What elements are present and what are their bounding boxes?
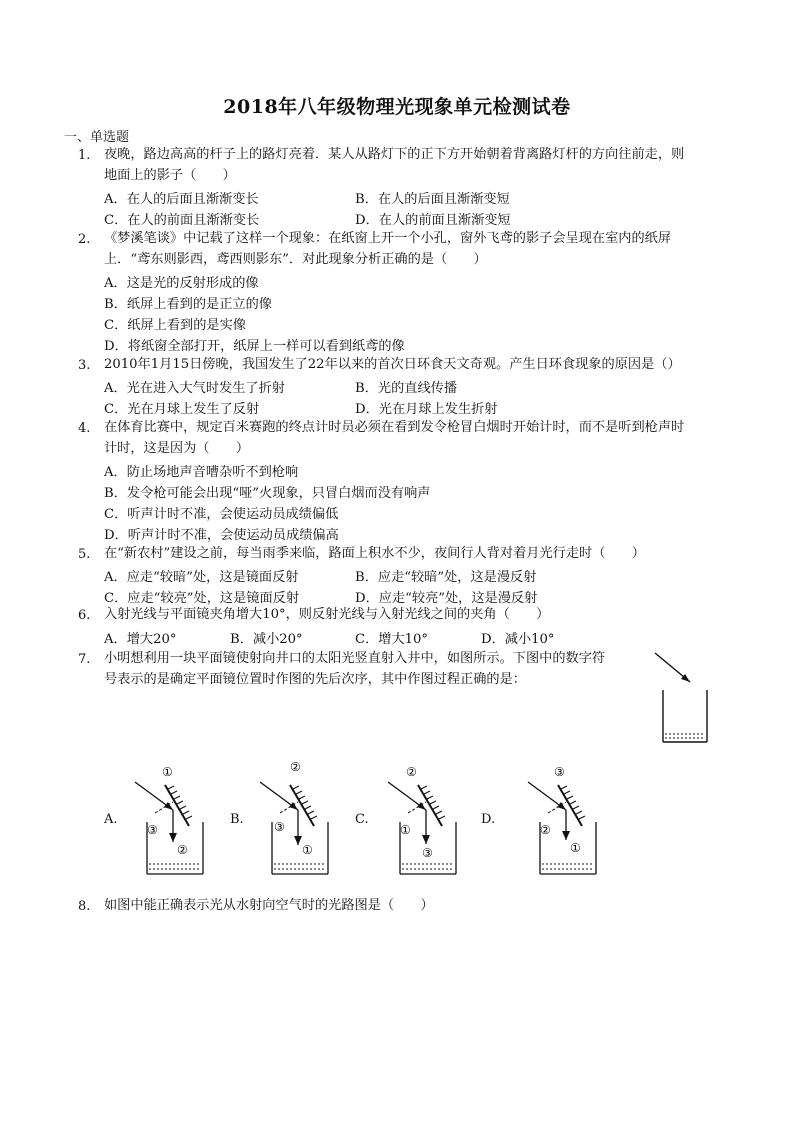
question-text: 小明想利用一块平面镜使射向井口的太阳光竖直射入井中，如图所示。下图中的数字符 (104, 651, 606, 666)
option-c: C．纸屏上看到的是实像 (104, 318, 246, 333)
option-d: D．光在月球上发生折射 (355, 402, 498, 417)
question-number: 3. (78, 358, 91, 373)
diagram-d-mark-left: ② (540, 823, 551, 837)
diagram-b (250, 755, 345, 884)
question-number: 2. (78, 232, 91, 247)
option-a: A．防止场地声音嘈杂听不到枪响 (104, 465, 299, 480)
diagram-d-mark-bottom: ① (570, 841, 581, 855)
page-title: 2018年八年级物理光现象单元检测试卷 (223, 96, 571, 118)
question-text: 在体育比赛中，规定百米赛跑的终点计时员必须在看到发令枪冒白烟时开始计时，而不是听到枪声时 (104, 420, 685, 435)
question-number: 5. (78, 547, 91, 562)
question-number: 4. (78, 421, 91, 436)
option-d: D．减小10° (481, 632, 555, 647)
diagram-b-mark-left: ③ (274, 820, 285, 834)
question-text: 号表示的是确定平面镜位置时作图的先后次序，其中作图过程正确的是： (104, 672, 526, 687)
diagram-a (125, 760, 220, 884)
question-text: 地面上的影子（ ） (104, 168, 236, 183)
diagram-label-a: A. (104, 812, 118, 827)
option-d: D．应走“较亮”处，这是漫反射 (355, 591, 538, 606)
option-c: C．增大10° (355, 632, 429, 647)
diagram-d-mark-top: ③ (554, 765, 565, 779)
diagram-label-d: D. (481, 812, 496, 827)
diagram-b-mark-bottom: ① (302, 843, 313, 857)
question-text: 《梦溪笔谈》中记载了这样一个现象：在纸窗上开一个小孔，窗外飞鸢的影子会呈现在室内的纸屏 (104, 231, 672, 246)
question-text: 上．“鸢东则影西，鸢西则影东”．对此现象分析正确的是（ ） (104, 252, 487, 267)
diagram-a-mark-bottom: ② (177, 843, 188, 857)
option-c: C．光在月球上发生了反射 (104, 402, 260, 417)
question-text: 如图中能正确表示光从水射向空气时的光路图是（ ） (104, 898, 434, 913)
option-b: B．应走“较暗”处，这是漫反射 (355, 570, 537, 585)
option-b: B．在人的后面且渐渐变短 (355, 192, 510, 207)
diagram-a-mark-top: ① (162, 765, 173, 779)
diagram-c (378, 760, 473, 884)
option-a: A．应走“较暗”处，这是镜面反射 (104, 570, 299, 585)
diagram-label-c: C. (355, 812, 369, 827)
question-number: 6. (78, 608, 91, 623)
option-b: B．发令枪可能会出现“哑”火现象，只冒白烟而没有响声 (104, 486, 431, 501)
question-number: 7. (78, 652, 91, 667)
option-a: A．在人的后面且渐渐变长 (104, 192, 259, 207)
option-d: D．听声计时不准，会使运动员成绩偏高 (104, 528, 339, 543)
option-c: C．听声计时不准，会使运动员成绩偏低 (104, 507, 339, 522)
option-a: A．这是光的反射形成的像 (104, 276, 259, 291)
diagram-c-mark-left: ① (400, 823, 411, 837)
question-text: 在“新农村”建设之前，每当雨季来临，路面上积水不少，夜间行人背对着月光行走时（ ） (104, 546, 645, 561)
question-text: 入射光线与平面镜夹角增大10°，则反射光线与入射光线之间的夹角（ ） (104, 607, 550, 622)
question-text: 2010年1月15日傍晚，我国发生了22年以来的首次日环食天文奇观。产生日环食现象的原因是（） (104, 357, 681, 372)
option-d: D．在人的前面且渐渐变短 (355, 213, 511, 228)
option-c: C．应走“较亮”处，这是镜面反射 (104, 591, 300, 606)
diagram-c-mark-top: ② (406, 765, 417, 779)
option-a: A．增大20° (104, 632, 177, 647)
diagram-d (518, 760, 613, 884)
option-b: B．纸屏上看到的是正立的像 (104, 297, 272, 312)
option-a: A．光在进入大气时发生了折射 (104, 381, 285, 396)
diagram-a-mark-left: ③ (147, 823, 158, 837)
question-text: 夜晚，路边高高的杆子上的路灯亮着．某人从路灯下的正下方开始朝着背离路灯杆的方向往前走，则 (104, 147, 685, 162)
diagram-b-mark-top: ② (290, 760, 301, 774)
well-figure (650, 648, 720, 752)
option-b: B．光的直线传播 (355, 381, 458, 396)
diagram-c-mark-bottom: ③ (422, 846, 433, 860)
option-d: D．将纸窗全部打开，纸屏上一样可以看到纸鸢的像 (104, 339, 405, 354)
option-b: B．减小20° (230, 632, 303, 647)
option-c: C．在人的前面且渐渐变长 (104, 213, 260, 228)
question-number: 8. (78, 899, 91, 914)
section-heading: 一、单选题 (64, 130, 130, 145)
question-text: 计时，这是因为（ ） (104, 441, 250, 456)
question-number: 1. (78, 148, 91, 163)
diagram-label-b: B. (230, 812, 244, 827)
